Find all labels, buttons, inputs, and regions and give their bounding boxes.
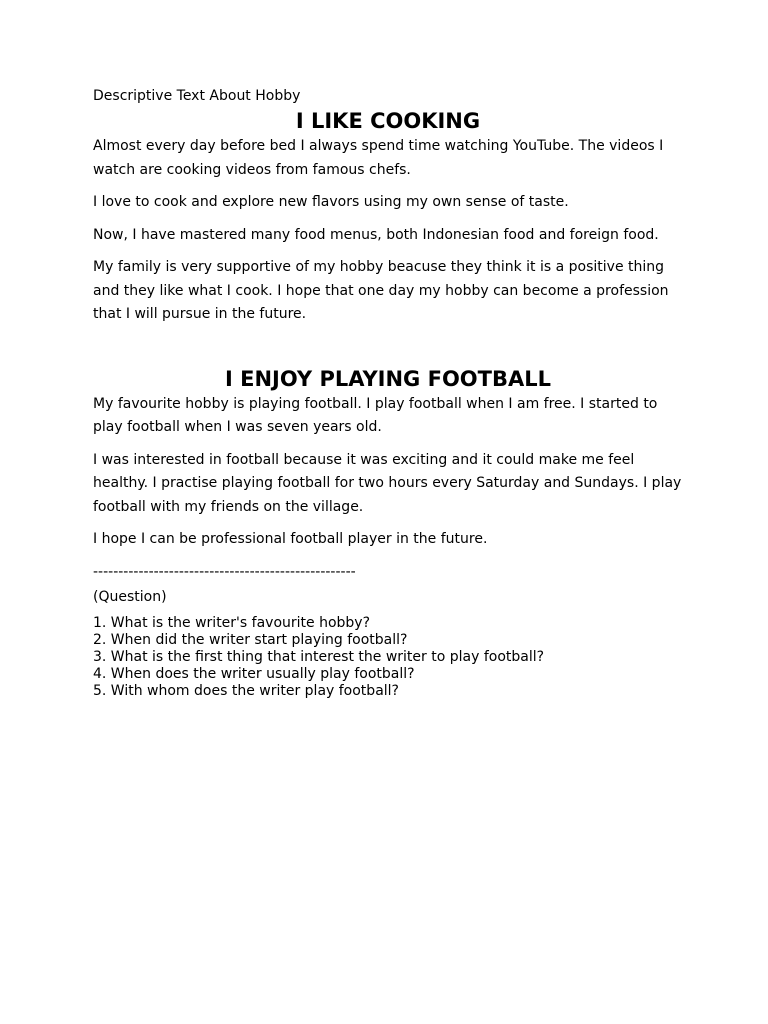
- question-list: [93, 615, 683, 700]
- dashed-divider: ----------------------------------------------------: [93, 563, 356, 580]
- paragraph: Almost every day before bed I always spend time watching YouTube. The videos I watch are cooking videos from famous chefs.: [93, 138, 664, 178]
- question-item: 4. When does the writer usually play football?: [93, 665, 415, 682]
- paragraph: Now, I have mastered many food menus, both Indonesian food and foreign food.: [93, 226, 659, 243]
- section-title-cooking: I LIKE COOKING: [295, 109, 481, 133]
- paragraph: My family is very supportive of my hobby beacuse they think it is a positive thing and they like what I cook. I hope that one day my hobby can become a profession that I will pursue in the future.: [93, 259, 669, 322]
- paragraph: My favourite hobby is playing football. I play football when I am free. I started to play football when I was seven years old.: [93, 395, 658, 435]
- question-item: 3. What is the first thing that interest the writer to play football?: [93, 648, 545, 665]
- paragraph: I hope I can be professional football player in the future.: [93, 531, 488, 547]
- document-label: Descriptive Text About Hobby: [93, 88, 301, 104]
- question-item: 5. With whom does the writer play football?: [93, 682, 399, 699]
- question-item: 2. When did the writer start playing football?: [93, 631, 408, 648]
- paragraph: I love to cook and explore new flavors using my own sense of taste.: [93, 194, 569, 210]
- question-label: (Question): [93, 588, 167, 605]
- question-item: 1. What is the writer's favourite hobby?: [93, 614, 371, 631]
- document-page: [93, 86, 683, 700]
- section-title-football: I ENJOY PLAYING FOOTBALL: [224, 366, 552, 391]
- section-spacer: [93, 327, 683, 364]
- paragraph: I was interested in football because it was exciting and it could make me feel healthy. I practise playing football for two hours every Saturday and Sundays. I play football with my friends on the village.: [93, 451, 682, 515]
